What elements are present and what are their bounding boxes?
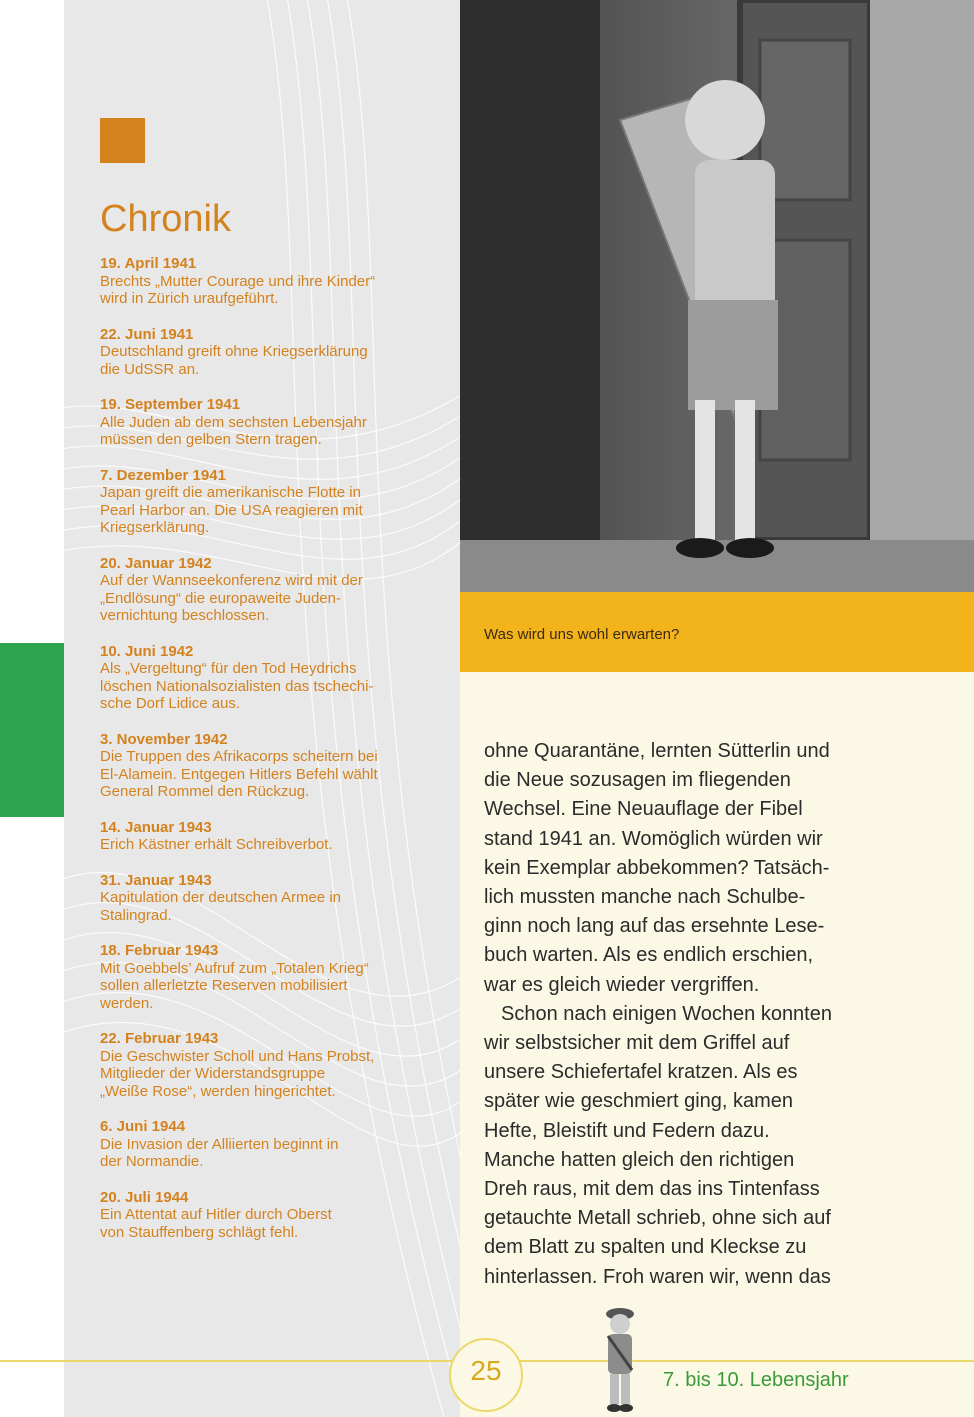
chronik-entry xyxy=(100,326,430,379)
chronik-entry xyxy=(100,731,430,801)
chronik-entry-date: 10. Juni 1942 xyxy=(100,642,194,660)
chronik-entry-date: 31. Januar 1943 xyxy=(100,871,212,889)
chronik-entry xyxy=(100,872,430,925)
body-text xyxy=(484,737,864,1292)
chronik-entry-text: Die Geschwister Scholl und Hans Probst, Mitglieder der Widerstandsgruppe „Weiße Rose“, werden hingerichtet. xyxy=(100,1047,375,1100)
photo-caption: Was wird uns wohl erwarten? xyxy=(484,626,680,643)
schoolchild-figure-icon xyxy=(590,1300,650,1417)
chronik-entry-text: Japan greift die amerikanische Flotte in Pearl Harbor an. Die USA reagieren mit Kriegserklärung. xyxy=(100,484,363,536)
chronik-entry xyxy=(100,643,430,713)
chronik-entry-text: Brechts „Mutter Courage und ihre Kinder“ wird in Zürich uraufgeführt. xyxy=(100,272,376,307)
paragraph-2: Schon nach einigen Wochen konnten wir selbstsicher mit dem Griffel auf unsere Schiefertafel kratzen. Als es später wie geschmiert ging, kamen Hefte, Bleistift und Federn dazu. Manche hatten gleich den richtigen Dreh raus, mit dem das ins Tintenfass getauchte Metall schrieb, ohne sich auf dem Blatt zu spalten und Kleckse zu hinterlassen. Froh waren wir, wenn das xyxy=(484,1002,832,1288)
chapter-label: 7. bis 10. Lebensjahr xyxy=(663,1369,849,1391)
chronik-entry-text: Deutschland greift ohne Kriegserklärung die UdSSR an. xyxy=(100,343,368,378)
chronik-entry-date: 20. Juli 1944 xyxy=(100,1188,189,1206)
green-section-tab xyxy=(0,643,64,817)
chronik-entry xyxy=(100,555,430,625)
chronik-list xyxy=(100,255,430,1241)
chronik-title: Chronik xyxy=(100,198,231,240)
paragraph-1: ohne Quarantäne, lernten Sütterlin und die Neue sozusagen im fliegenden Wechsel. Eine Neuauflage der Fibel stand 1941 an. Womöglich würden wir kein Exemplar abbekommen? Tatsäch- lich mussten manche nach Schulbe- ginn noch lang auf das ersehnte Lese- buch warten. Als es endlich erschien, war es gleich wieder vergriffen. xyxy=(484,740,830,996)
chronik-entry xyxy=(100,819,430,854)
chronik-entry-text: Auf der Wannseekonferenz wird mit der „Endlösung“ die europaweite Juden- vernichtung beschlossen. xyxy=(100,572,363,624)
chronik-entry-text: Die Truppen des Afrikacorps scheitern bei El-Alamein. Entgegen Hitlers Befehl wählt General Rommel den Rückzug. xyxy=(100,748,378,800)
chronik-entry-date: 3. November 1942 xyxy=(100,730,228,748)
chronik-entry-text: Die Invasion der Alliierten beginnt in der Normandie. xyxy=(100,1135,339,1170)
caption-band xyxy=(460,592,974,672)
chronik-entry-text: Alle Juden ab dem sechsten Lebensjahr müssen den gelben Stern tragen. xyxy=(100,413,367,448)
chronik-entry-date: 19. April 1941 xyxy=(100,255,197,272)
chronik-entry xyxy=(100,467,430,537)
chronik-entry-text: Kapitulation der deutschen Armee in Stalingrad. xyxy=(100,889,341,924)
chronik-entry xyxy=(100,1118,430,1171)
schoolboy-photo xyxy=(460,0,974,592)
photo-illustration xyxy=(460,0,974,592)
chronik-entry-text: Erich Kästner erhält Schreibverbot. xyxy=(100,836,333,853)
chronik-entry xyxy=(100,1189,430,1242)
chronik-entry xyxy=(100,1030,430,1100)
chronik-entry-date: 14. Januar 1943 xyxy=(100,818,212,836)
chronik-entry-date: 20. Januar 1942 xyxy=(100,554,212,572)
chronik-entry-date: 19. September 1941 xyxy=(100,396,241,413)
chronik-entry-text: Mit Goebbels’ Aufruf zum „Totalen Krieg“ sollen allerletzte Reserven mobilisiert werden. xyxy=(100,959,369,1012)
chronik-entry-date: 18. Februar 1943 xyxy=(100,942,219,959)
orange-marker xyxy=(100,118,145,163)
chronik-entry-date: 22. Juni 1941 xyxy=(100,325,194,343)
chronik-entry xyxy=(100,255,430,308)
chronik-entry xyxy=(100,396,430,449)
chronik-entry-text: Als „Vergeltung“ für den Tod Heydrichs löschen Nationalsozialisten das tschechi- sche Dorf Lidice aus. xyxy=(100,660,374,712)
chronik-entry-date: 6. Juni 1944 xyxy=(100,1118,186,1135)
page-number: 25 xyxy=(470,1355,502,1386)
chronik-entry-date: 7. Dezember 1941 xyxy=(100,466,226,484)
chronik-entry-date: 22. Februar 1943 xyxy=(100,1030,219,1047)
chronik-entry xyxy=(100,942,430,1012)
chronik-entry-text: Ein Attentat auf Hitler durch Oberst von Stauffenberg schlägt fehl. xyxy=(100,1206,332,1241)
